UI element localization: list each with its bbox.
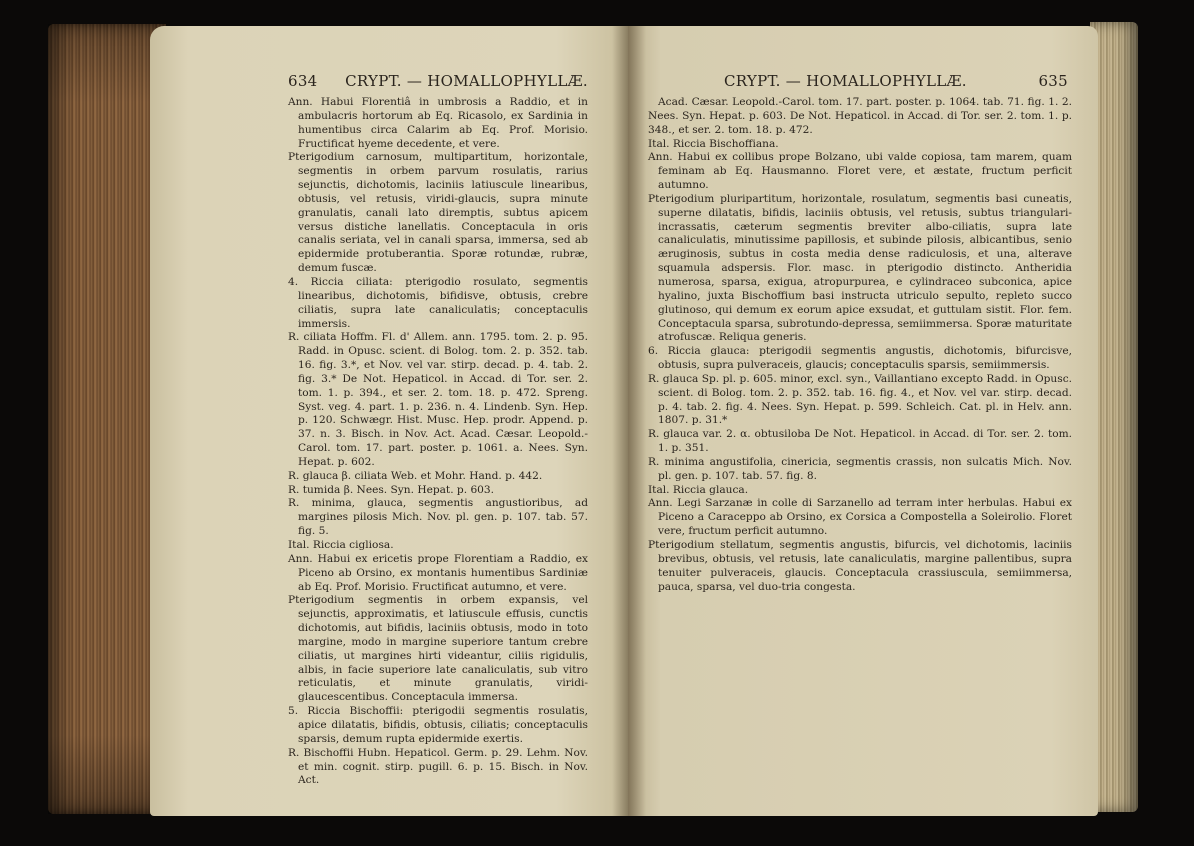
right-page (628, 26, 1098, 816)
paragraph: Pterigodium stellatum, segmentis angustis, bifurcis, vel dichotomis, laciniis brevibus, obtusis, vel retusis, late canaliculatis, margine pallentibus, supra tenuiter pulveraceis, glaucis. Conceptacula crassiuscula, semiimmersa, pauca, sparsa, vel duo-tria congesta. (648, 539, 1072, 593)
paragraph: R. minima, glauca, segmentis angustioribus, ad margines pilosis Mich. Nov. pl. gen. p. 107. tab. 57. fig. 5. (288, 497, 588, 538)
paragraph: Pterigodium carnosum, multipartitum, horizontale, segmentis in orbem parvum rosulatis, rarius sejunctis, dichotomis, laciniis latiuscule linearibus, obtusis, vel retusis, viridi-glaucis, supra minute granulatis, canali lato diremptis, subtus apicem versus distiche lanellatis. Conceptacula in oris canalis seriata, vel in canali sparsa, immersa, sed ab epidermide protuberantia. Sporæ rotundæ, rubræ, demum fuscæ. (288, 151, 588, 275)
right-page-header (648, 72, 1072, 94)
paragraph: R. glauca β. ciliata Web. et Mohr. Hand. p. 442. (288, 469, 543, 482)
paragraph: Ital. Riccia Bischoffiana. (648, 137, 779, 150)
right-running-title: CRYPT. — HOMALLOPHYLLÆ. (724, 72, 967, 90)
paragraph: Ann. Habui ex ericetis prope Florentiam a Raddio, ex Piceno ab Orsino, ex montanis humentibus Sardiniæ ab Eq. Prof. Morisio. Fructificat autumno, et vere. (288, 552, 588, 593)
left-page-body (288, 96, 588, 788)
paragraph: R. glauca Sp. pl. p. 605. minor, excl. syn., Vaillantiano excepto Radd. in Opusc. scient. di Bolog. tom. 2. p. 352. tab. 16. fig. 4., et Nov. vel var. stirp. decad. p. 4. tab. 2. fig. 4. Nees. Syn. Hepat. p. 599. Schleich. Cat. pl. in Helv. ann. 1807. p. 31.* (648, 372, 1072, 427)
right-page-number: 635 (1038, 72, 1068, 90)
paragraph: Acad. Cæsar. Leopold.-Carol. tom. 17. part. poster. p. 1064. tab. 71. fig. 1. 2. Nees. Syn. Hepat. p. 603. De Not. Hepaticol. in Accad. di Tor. ser. 2. tom. 1. p. 348., et ser. 2. tom. 18. p. 472. (648, 96, 1072, 136)
paragraph: R. glauca var. 2. α. obtusiloba De Not. Hepaticol. in Accad. di Tor. ser. 2. tom. 1. p. 351. (648, 428, 1072, 455)
paragraph: 5. Riccia Bischoffii: pterigodii segmentis rosulatis, apice dilatatis, bifidis, obtusis, ciliatis; conceptaculis sparsis, demum rupta epidermide exertis. (288, 705, 588, 745)
right-page-body (648, 96, 1072, 594)
book-gutter (612, 26, 646, 816)
left-page-header (288, 72, 588, 94)
paragraph: R. minima angustifolia, cinericia, segmentis crassis, non sulcatis Mich. Nov. pl. gen. p. 107. tab. 57. fig. 8. (648, 455, 1072, 482)
left-running-title: CRYPT. — HOMALLOPHYLLÆ. (345, 72, 588, 90)
left-page-edges (48, 24, 166, 814)
paragraph: Pterigodium pluripartitum, horizontale, rosulatum, segmentis basi cuneatis, superne dilatatis, bifidis, laciniis obtusis, vel retusis, subtus triangulari-incrassatis, cæterum segmentis breviter albo-ciliatis, supra late canaliculatis, minutissime papillosis, et subinde pilosis, albicantibus, senio æruginosis, subtus in costa media dense radiculosis, et una, alterave squamula adspersis. Flor. masc. in pterigodio distincto. Antheridia numerosa, sparsa, exigua, atropurpurea, e cylindraceo subconica, apice hyalino, juxta Bischoffium basi instructa utriculo sepulto, repleto succo glutinoso, qui demum ex eorum apice exsudat, et guttulam sistit. Flor. fem. Conceptacula sparsa, subrotundo-depressa, semiimmersa. Sporæ maturitate atrofuscæ. Reliqua generis. (648, 192, 1072, 344)
paragraph: Ital. Riccia cigliosa. (288, 539, 394, 551)
paragraph: R. Bischoffii Hubn. Hepaticol. Germ. p. 29. Lehm. Nov. et min. cognit. stirp. pugill. 6. p. 15. Bisch. in Nov. Act. (288, 746, 588, 787)
paragraph: R. tumida β. Nees. Syn. Hepat. p. 603. (288, 483, 495, 496)
paragraph: Ann. Habui Florentiâ in umbrosis a Raddio, et in ambulacris hortorum ab Eq. Ricasolo, ex Sardinia in humentibus circa Calarim ab Eq. Prof. Morisio. Fructificat hyeme decedente, et vere. (288, 96, 588, 150)
paragraph: 6. Riccia glauca: pterigodii segmentis angustis, dichotomis, bifurcisve, obtusis, supra pulveraceis, glaucis; conceptaculis sparsis, semiimmersis. (648, 345, 1072, 372)
paragraph: 4. Riccia ciliata: pterigodio rosulato, segmentis linearibus, dichotomis, bifidisve, obtusis, crebre ciliatis, supra late canaliculatis; conceptaculis immersis. (288, 275, 588, 330)
paragraph: Ann. Legi Sarzanæ in colle di Sarzanello ad terram inter herbulas. Habui ex Piceno a Caraceppo ab Orsino, ex Corsica a Compostella a Soleirolio. Floret vere, fructum perficit autumno. (648, 497, 1072, 538)
paragraph: Ital. Riccia glauca. (648, 483, 749, 496)
left-page (150, 26, 628, 816)
paragraph: Pterigodium segmentis in orbem expansis, vel sejunctis, approximatis, et latiuscule effusis, cunctis dichotomis, aut bifidis, laciniis obtusis, modo in toto margine, modo in margine superiore tantum crebre ciliatis, ut margines hirti videantur, ciliis rigidulis, albis, in facie superiore late canaliculatis, sub vitro reticulatis, et minute granulatis, viridi-glaucescentibus. Conceptacula immersa. (288, 594, 588, 704)
paragraph: Ann. Habui ex collibus prope Bolzano, ubi valde copiosa, tam marem, quam feminam ab Eq. Hausmanno. Floret vere, et æstate, fructum perficit autumno. (648, 151, 1072, 192)
left-page-number: 634 (288, 72, 318, 90)
paragraph: R. ciliata Hoffm. Fl. d' Allem. ann. 1795. tom. 2. p. 95. Radd. in Opusc. scient. di Bolog. tom. 2. p. 352. tab. 16. fig. 3.*, et Nov. vel var. stirp. decad. p. 4. tab. 2. fig. 3.* De Not. Hepaticol. in Accad. di Tor. ser. 2. tom. 1. p. 394., et ser. 2. tom. 18. p. 472. Spreng. Syst. veg. 4. part. 1. p. 236. n. 4. Lindenb. Syn. Hep. p. 120. Schwægr. Hist. Musc. Hep. prodr. Append. p. 37. n. 3. Bisch. in Nov. Act. Acad. Cæsar. Leopold.-Carol. tom. 17. part. poster. p. 1061. a. Nees. Syn. Hepat. p. 602. (288, 331, 588, 468)
